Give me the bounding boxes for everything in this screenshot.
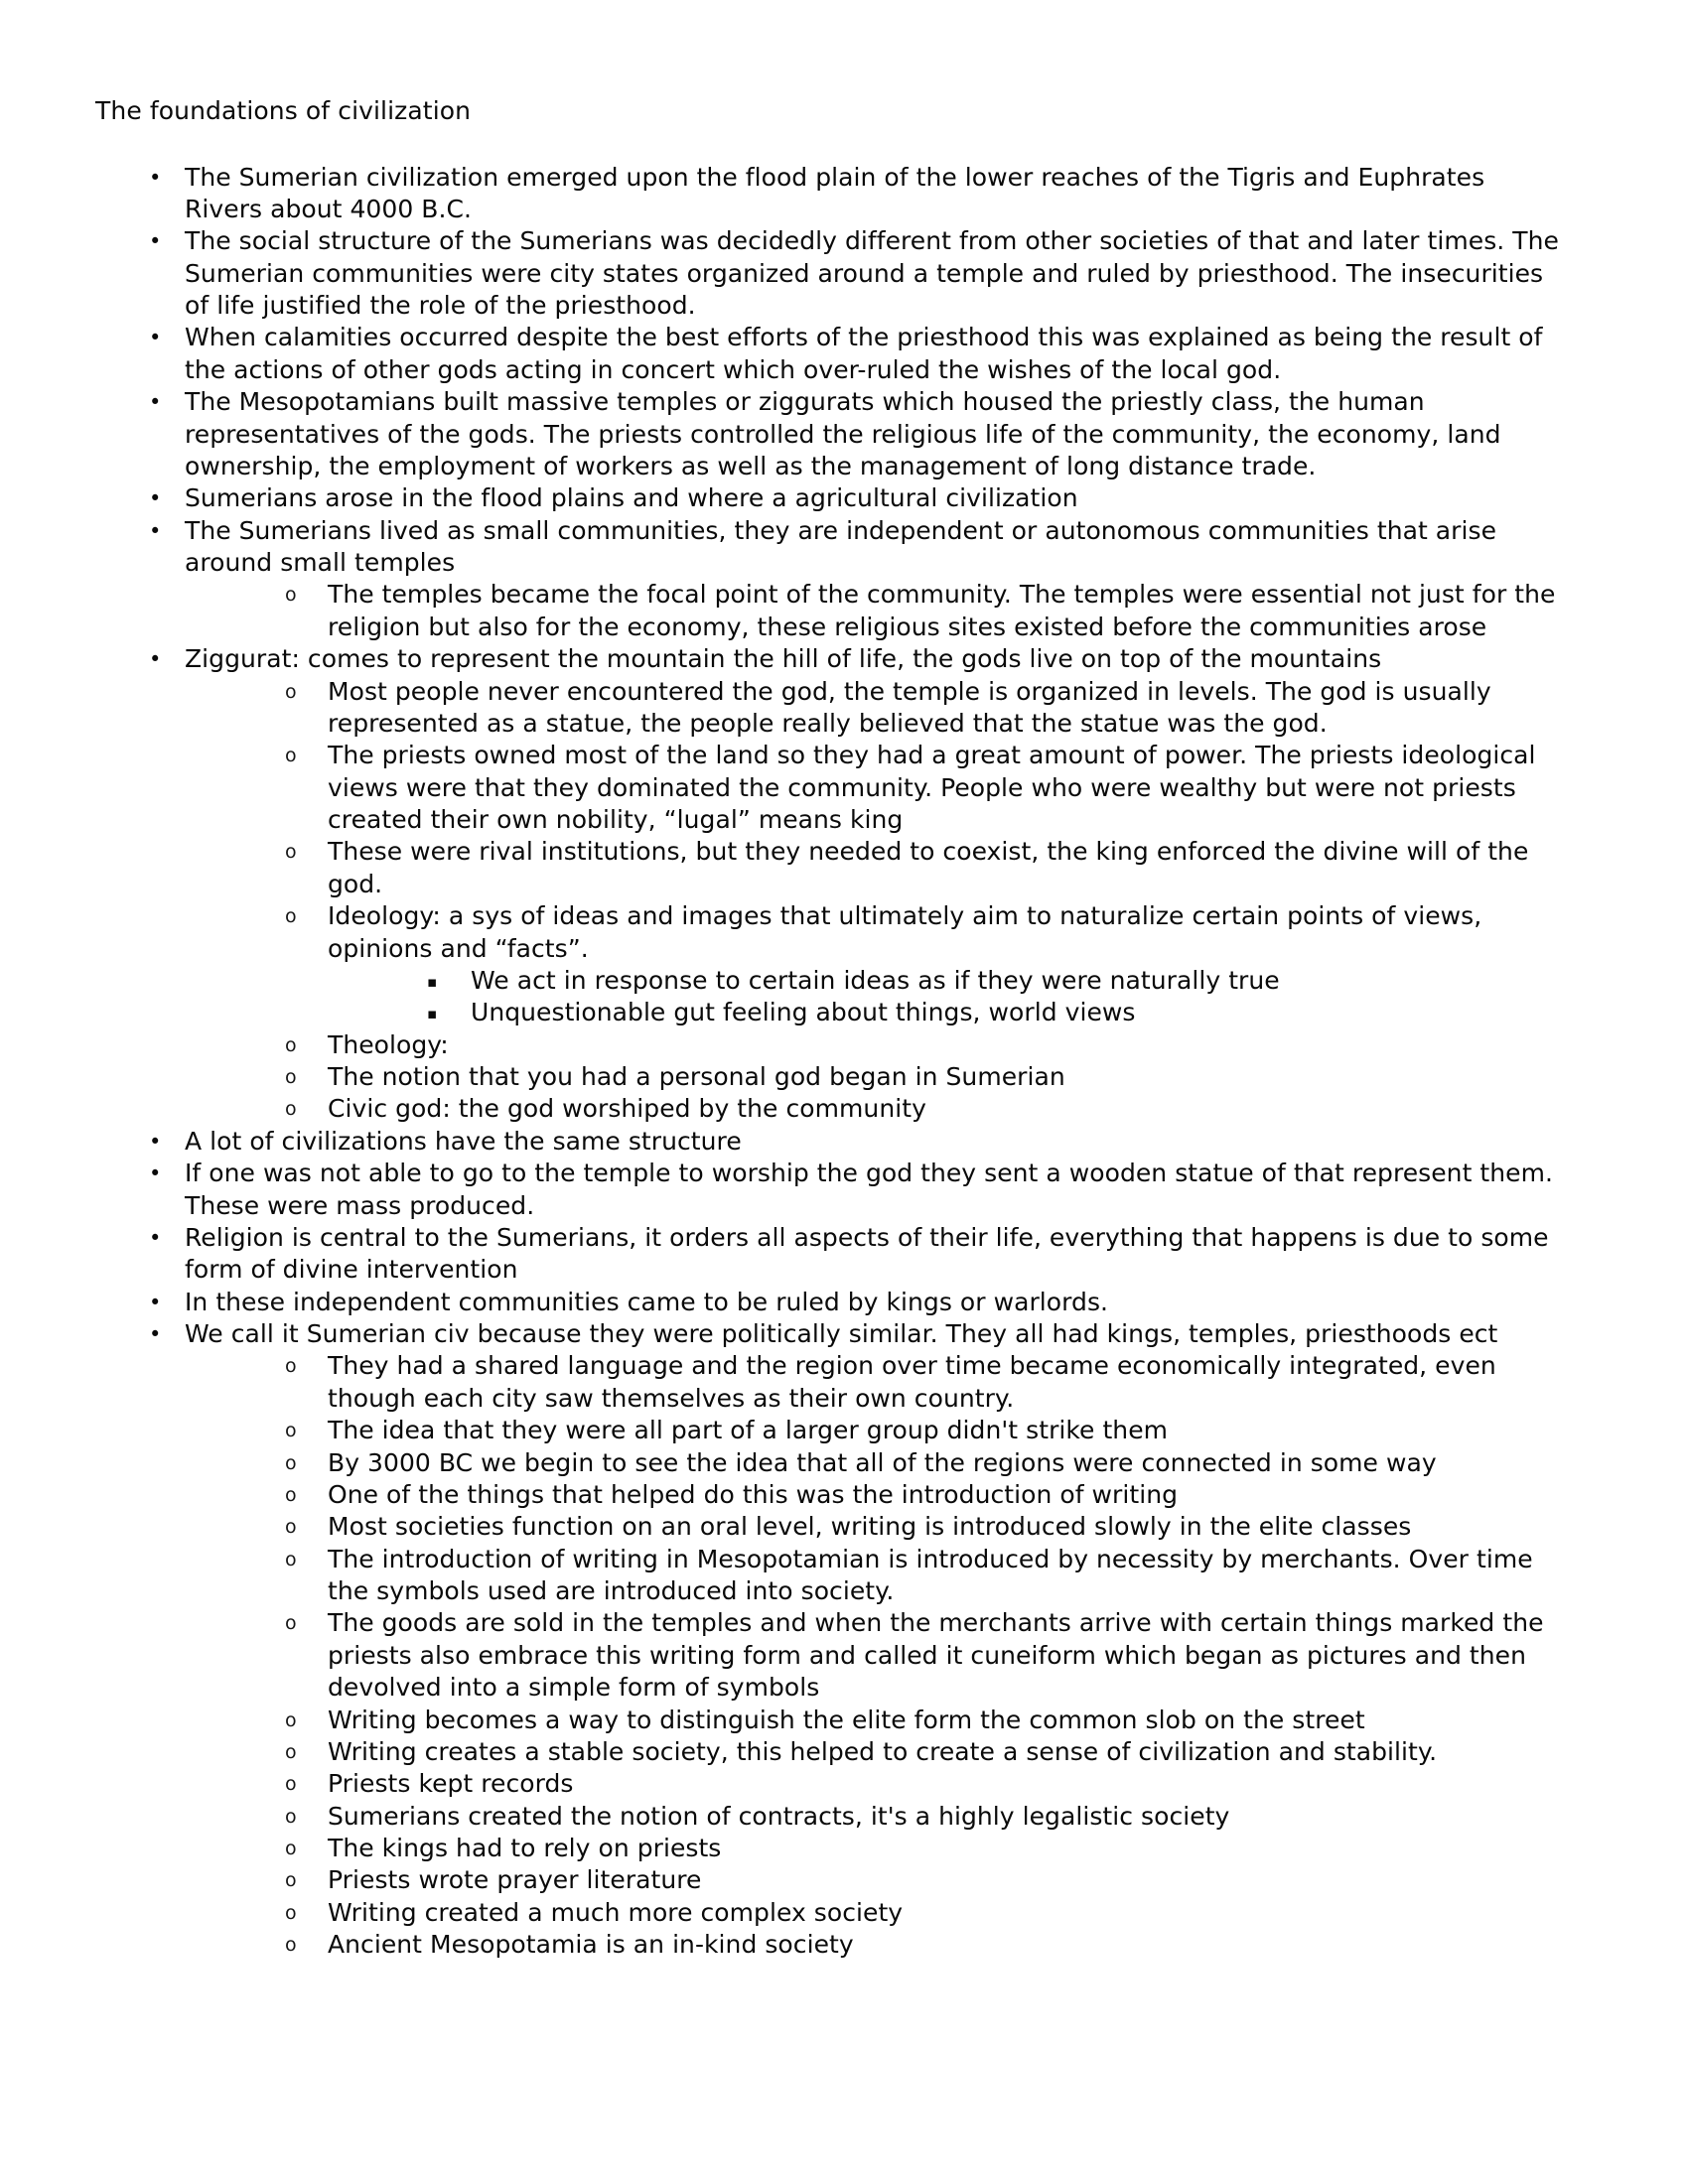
bullet-text: The notion that you had a personal god began in Sumerian [328,1062,1065,1091]
bullet-item [285,579,1569,643]
bullet-item [285,1511,1569,1543]
bullet-item [143,515,1569,644]
bullet-text: The Sumerians lived as small communities, they are independent or autonomous communities that arise around small temples [185,515,1497,577]
bullet-text: Writing created a much more complex society [328,1897,904,1927]
bullet-marker-level-2-icon: o [285,1483,297,1506]
bullet-marker-level-2-icon: o [285,1934,297,1957]
bullet-text: The Mesopotamians built massive temples or ziggurats which housed the priestly class, the human representatives of the gods. The priests controlled the religious life of the community, the economy, land ownership, the employment of workers as well as the management of long distance trade. [185,387,1501,480]
bullet-marker-level-1-icon: • [149,518,162,543]
bullet-text: One of the things that helped do this was the introduction of writing [328,1479,1179,1509]
bullet-text: Theology: [328,1029,449,1059]
bullet-item [285,1061,1569,1093]
bullet-item [285,1897,1569,1929]
bullet-list-level-2 [285,579,1569,643]
bullet-marker-level-1-icon: • [149,390,162,415]
bullet-text: Religion is central to the Sumerians, it orders all aspects of their life, everything that happens is due to some form of divine intervention [185,1222,1549,1285]
bullet-item [143,225,1569,322]
bullet-marker-level-1-icon: • [149,229,162,254]
bullet-marker-level-2-icon: o [285,1838,297,1859]
bullet-text: Writing becomes a way to distinguish the elite form the common slob on the street [328,1705,1365,1734]
bullet-marker-level-2-icon: o [285,1869,297,1892]
bullet-text: These were rival institutions, but they needed to coexist, the king enforced the divine will of the god. [328,837,1529,898]
bullet-marker-level-1-icon: • [149,326,162,350]
bullet-text: A lot of civilizations have the same structure [185,1126,742,1156]
bullet-item [143,322,1569,386]
bullet-marker-level-2-icon: o [285,1612,297,1635]
bullet-marker-level-2-icon: o [285,745,297,767]
bullet-marker-level-2-icon: o [285,1420,297,1442]
bullet-text: If one was not able to go to the temple to worship the god they sent a wooden statue of that represent them. These were mass produced. [185,1159,1553,1220]
bullet-text: By 3000 BC we begin to see the idea that all of the regions were connected in some way [328,1447,1437,1477]
bullet-marker-level-2-icon: o [285,1033,297,1056]
bullet-item [143,1318,1569,1962]
outline-body [95,162,1569,1962]
bullet-item [285,740,1569,836]
bullet-item [143,1158,1569,1222]
bullet-item [285,1447,1569,1479]
bullet-text: Most people never encountered the god, the temple is organized in levels. The god is usually represented as a statue, the people really believed that the statue was the god. [328,676,1491,738]
bullet-text: We act in response to certain ideas as if they were naturally true [471,965,1280,995]
bullet-item [143,482,1569,514]
bullet-item [285,1607,1569,1704]
bullet-text: Sumerians created the notion of contracts, it's a highly legalistic society [328,1801,1230,1831]
bullet-marker-level-2-icon: o [285,680,297,703]
bullet-item [143,162,1569,226]
bullet-list-level-3 [425,965,1569,1029]
bullet-marker-level-1-icon: • [149,1129,162,1154]
bullet-marker-level-2-icon: o [285,1805,297,1828]
bullet-item [285,900,1569,1029]
page-title: The foundations of civilization [95,96,472,125]
bullet-item [285,1544,1569,1608]
bullet-item [285,1833,1569,1864]
bullet-marker-level-1-icon: • [149,1225,162,1250]
bullet-item [143,1222,1569,1287]
bullet-text: Priests wrote prayer literature [328,1865,702,1895]
bullet-marker-level-2-icon: o [285,1773,297,1796]
bullet-marker-level-2-icon: o [285,1355,297,1378]
bullet-item [143,643,1569,1126]
bullet-item [425,965,1569,997]
bullet-item [285,1736,1569,1768]
bullet-marker-level-2-icon: o [285,1901,297,1924]
bullet-item [285,1479,1569,1511]
bullet-item [285,1029,1569,1061]
bullet-text: Ancient Mesopotamia is an in-kind society [328,1930,854,1960]
bullet-item [285,1929,1569,1961]
bullet-marker-level-2-icon: o [285,1708,297,1731]
bullet-marker-level-2-icon: o [285,1451,297,1474]
bullet-text: The priests owned most of the land so they had a great amount of power. The priests ideological views were that they dominated the community. People who were wealthy but were not priests created their own nobility, “lugal” means king [328,741,1536,834]
bullet-item [143,1126,1569,1158]
bullet-item [143,1287,1569,1318]
bullet-marker-level-1-icon: • [149,165,162,190]
bullet-marker-level-1-icon: • [149,647,162,672]
bullet-text: Priests kept records [328,1769,574,1799]
bullet-marker-level-2-icon: o [285,841,297,864]
bullet-marker-level-1-icon: • [149,1322,162,1346]
bullet-text: They had a shared language and the region over time became economically integrated, even though each city saw themselves as their own country. [328,1351,1496,1413]
bullet-text: In these independent communities came to be ruled by kings or warlords. [185,1287,1109,1316]
bullet-text: The Sumerian civilization emerged upon the flood plain of the lower reaches of the Tigris and Euphrates Rivers about 4000 B.C. [185,162,1485,223]
bullet-marker-level-2-icon: o [285,1098,297,1121]
bullet-marker-level-2-icon: o [285,1516,297,1539]
bullet-text: Sumerians arose in the flood plains and where a agricultural civilization [185,483,1078,513]
bullet-text: The social structure of the Sumerians was decidedly different from other societies of that and later times. The Sumerian communities were city states organized around a temple and ruled by priesthood. The insecurities of life justified the role of the priesthood. [185,226,1559,320]
bullet-text: Ziggurat: comes to represent the mountain the hill of life, the gods live on top of the mountains [185,644,1382,674]
bullet-marker-level-1-icon: • [149,1161,162,1186]
bullet-item [425,997,1569,1028]
bullet-marker-level-3-icon: ▪ [427,1005,438,1024]
bullet-text: Unquestionable gut feeling about things, world views [471,998,1136,1027]
bullet-marker-level-2-icon: o [285,1548,297,1570]
bullet-marker-level-1-icon: • [149,486,162,511]
bullet-item [285,676,1569,741]
bullet-list-level-1 [143,162,1569,1962]
bullet-text: Ideology: a sys of ideas and images that ultimately aim to naturalize certain points of views, opinions and “facts”. [328,901,1482,963]
bullet-marker-level-1-icon: • [149,1290,162,1314]
bullet-text: The temples became the focal point of the community. The temples were essential not just for the religion but also for the economy, these religious sites existed before the communities arose [328,580,1556,641]
bullet-text: Most societies function on an oral level, writing is introduced slowly in the elite classes [328,1512,1412,1542]
bullet-text: The introduction of writing in Mesopotamian is introduced by necessity by merchants. Over time the symbols used are introduced into society. [328,1544,1533,1605]
bullet-text: The idea that they were all part of a larger group didn't strike them [328,1416,1169,1445]
bullet-item [285,1093,1569,1125]
bullet-marker-level-2-icon: o [285,584,297,607]
bullet-item [285,1768,1569,1800]
bullet-marker-level-2-icon: o [285,905,297,928]
bullet-list-level-2 [285,676,1569,1126]
bullet-item [285,1350,1569,1415]
bullet-item [285,1705,1569,1736]
bullet-text: Civic god: the god worshiped by the community [328,1094,926,1124]
bullet-item [143,386,1569,482]
bullet-item [285,1801,1569,1833]
bullet-text: Writing creates a stable society, this helped to create a sense of civilization and stability. [328,1736,1438,1766]
bullet-item [285,1415,1569,1446]
bullet-text: We call it Sumerian civ because they were politically similar. They all had kings, temples, priesthoods ect [185,1319,1498,1348]
bullet-marker-level-3-icon: ▪ [427,972,438,991]
bullet-list-level-2 [285,1350,1569,1961]
bullet-item [285,836,1569,900]
bullet-item [285,1864,1569,1896]
bullet-text: The kings had to rely on priests [328,1834,722,1862]
bullet-text: The goods are sold in the temples and when the merchants arrive with certain things marked the priests also embrace this writing form and called it cuneiform which began as pictures and then devolved into a simple form of symbols [328,1608,1544,1703]
bullet-marker-level-2-icon: o [285,1740,297,1763]
bullet-marker-level-2-icon: o [285,1066,297,1088]
bullet-text: When calamities occurred despite the best efforts of the priesthood this was explained as being the result of the actions of other gods acting in concert which over-ruled the wishes of the local god. [185,323,1543,384]
